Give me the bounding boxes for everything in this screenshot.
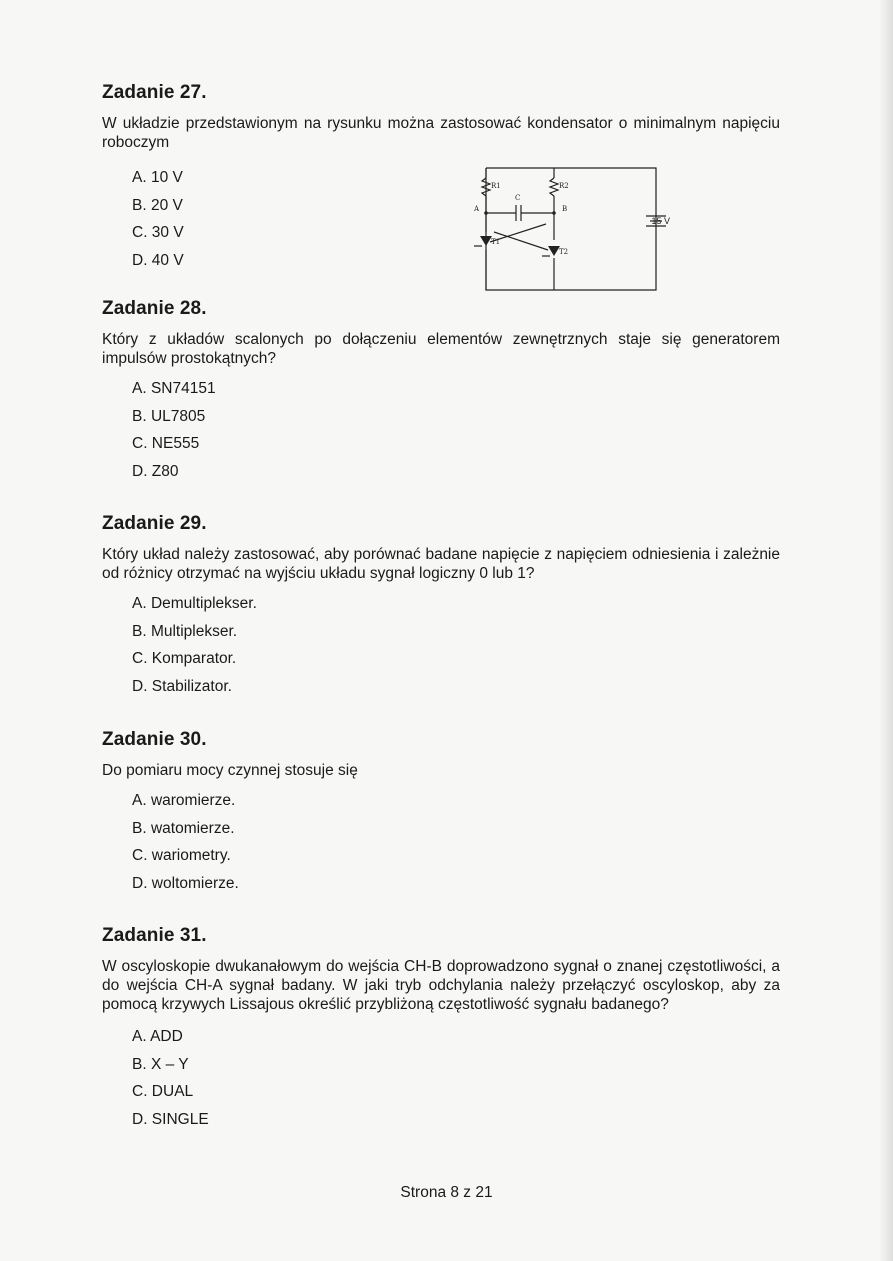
page-number: Strona 8 z 21 [400, 1184, 493, 1201]
task-question: W układzie przedstawionym na rysunku można zastosować kondensator o minimalnym napięciu roboczym [102, 115, 780, 151]
task-title: Zadanie 28. [102, 298, 207, 319]
circuit-top-wire [486, 168, 656, 290]
task-30 [102, 729, 780, 897]
answer-a: A. 10 V [132, 169, 183, 186]
label-a: A [474, 205, 480, 213]
answer-c: C. wariometry. [132, 847, 231, 864]
answer-a: A. waromierze. [132, 792, 236, 809]
label-r2: R2 [559, 182, 569, 190]
scan-edge-shadow [879, 0, 893, 1261]
task-question: Który układ należy zastosować, aby porównać badane napięcie z napięciem odniesienia i zależnie od różnicy otrzymać na wyjściu układu sygnał logiczny 0 lub 1? [102, 546, 780, 582]
circuit-diagram [466, 160, 678, 296]
answer-b: B. Multiplekser. [132, 622, 238, 640]
answer-b: B. watomierze. [132, 819, 235, 837]
t2-collector-link [494, 232, 548, 250]
answer-c: C. Komparator. [132, 650, 237, 667]
task-29 [102, 513, 780, 700]
answer-d: D. SINGLE [132, 1110, 209, 1128]
answer-a: A. Demultiplekser. [132, 595, 257, 612]
answer-d: D. woltomierze. [132, 874, 239, 892]
task-question: W oscyloskopie dwukanałowym do wejścia CH-B doprowadzono sygnał o znanej częstotliwości, a do wejścia CH-A sygnał badany. W jaki tryb odchylania należy przełączyć oscyloskop, aby za pomocą krzywych Lissajous określić przybliżoną częstotliwość sygnału badanego? [102, 958, 780, 1013]
task-question: Do pomiaru mocy czynnej stosuje się [102, 762, 358, 779]
answer-a: A. ADD [132, 1028, 183, 1045]
answer-b: B. X – Y [132, 1055, 189, 1073]
answer-d: D. 40 V [132, 251, 184, 269]
answer-b: B. 20 V [132, 196, 183, 214]
node-b-dot [552, 211, 556, 215]
task-31 [102, 925, 780, 1133]
answer-c: C. 30 V [132, 224, 184, 241]
node-a-dot [484, 211, 488, 215]
answer-list [102, 375, 780, 485]
answer-list [102, 164, 780, 274]
label-t1: T1 [491, 238, 501, 246]
task-title: Zadanie 31. [102, 925, 207, 946]
task-title: Zadanie 30. [102, 729, 207, 750]
answer-list [102, 787, 780, 897]
answer-c: C. NE555 [132, 435, 200, 452]
task-27 [102, 82, 780, 274]
label-b: B [562, 205, 568, 213]
r2-resistor [550, 178, 558, 196]
label-supply: 15 V [651, 216, 670, 226]
task-title: Zadanie 29. [102, 513, 207, 534]
answer-c: C. DUAL [132, 1083, 194, 1100]
answer-d: D. Stabilizator. [132, 677, 232, 695]
task-question: Który z układów scalonych po dołączeniu elementów zewnętrznych staje się generatorem impulsów prostokątnych? [102, 331, 780, 367]
label-t2: T2 [559, 248, 569, 256]
answer-a: A. SN74151 [132, 380, 216, 397]
answer-list [102, 590, 780, 700]
task-28 [102, 298, 780, 485]
task-title: Zadanie 27. [102, 82, 207, 103]
answer-b: B. UL7805 [132, 407, 206, 425]
answer-d: D. Z80 [132, 462, 179, 480]
label-r1: R1 [491, 182, 501, 190]
answer-list [102, 1023, 780, 1133]
label-c: C [515, 194, 521, 202]
